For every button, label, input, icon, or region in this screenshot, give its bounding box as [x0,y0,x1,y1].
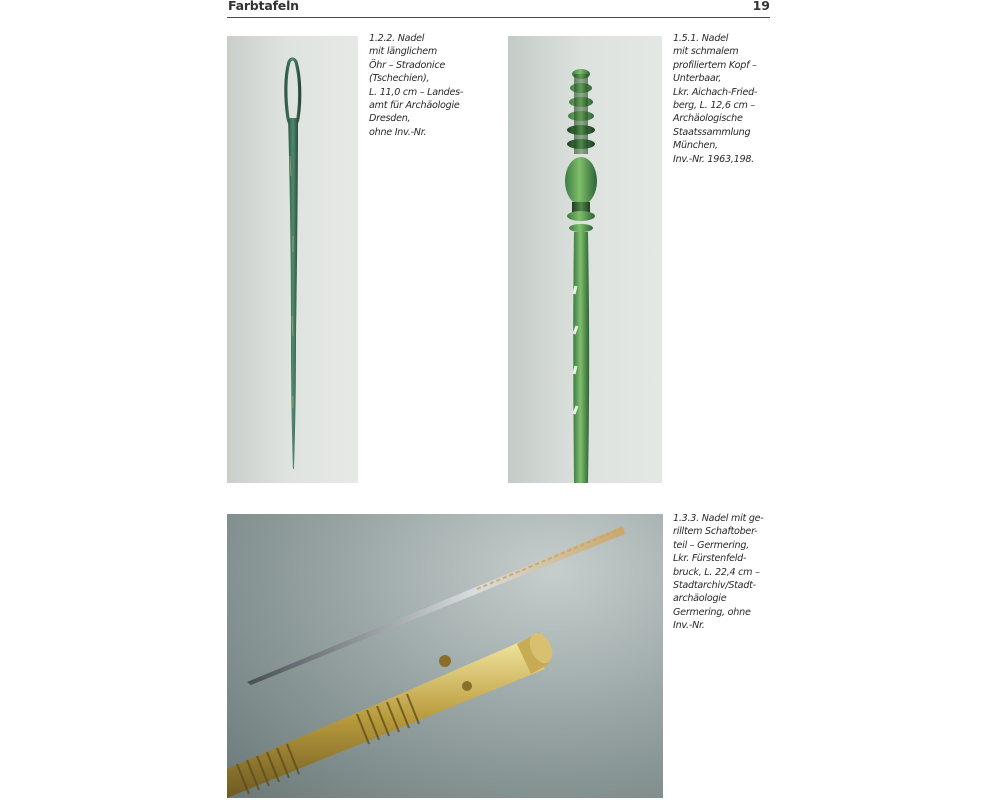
caption-line: teil – Germering, [673,539,749,551]
caption-line: archäologie [673,593,727,605]
caption-line: Germering, ohne [673,606,751,618]
caption-line: Lkr. Fürstenfeld- [673,553,747,565]
caption-line: L. 11,0 cm – Landes- [369,86,464,98]
caption-plate-1-3-3 [673,512,764,633]
caption-plate-1-5-1 [673,32,757,166]
photo-needle-profiled-head [508,36,662,483]
caption-line: profiliertem Kopf – [673,59,757,71]
needle-grooved-shaft-illustration [227,514,663,798]
caption-line: mit schmalem [673,46,739,58]
caption-plate-1-2-2 [369,32,463,139]
caption-line: Öhr – Stradonice [369,59,446,71]
caption-line: Dresden, [369,113,411,125]
photo-needle-grooved-shaft [227,514,663,798]
caption-line: Inv.-Nr. 1963,198. [673,153,754,165]
caption-line: 1.3.3. Nadel mit ge- [673,513,764,524]
caption-line: amt für Archäologie [369,100,460,112]
caption-line: Inv.-Nr. [673,620,705,632]
caption-line: (Tschechien), [369,73,430,85]
caption-line: 1.5.1. Nadel [673,33,729,44]
caption-line: mit länglichem [369,46,437,58]
header-rule [227,17,770,18]
running-header-title: Farbtafeln [228,0,299,13]
needle-with-eye-illustration [227,36,358,483]
caption-line: ohne Inv.-Nr. [369,126,427,138]
caption-line: Staatssammlung [673,126,751,138]
caption-line: 1.2.2. Nadel [369,33,425,44]
caption-line: Archäologische [673,113,743,125]
caption-line: Stadtarchiv/Stadt- [673,580,756,592]
page-number: 19 [752,0,770,13]
caption-line: München, [673,140,718,152]
caption-line: bruck, L. 22,4 cm – [673,566,760,578]
caption-line: Lkr. Aichach-Fried- [673,86,758,98]
caption-line: berg, L. 12,6 cm – [673,100,755,112]
photo-needle-with-eye [227,36,358,483]
needle-profiled-head-illustration [508,36,662,483]
caption-line: Unterbaar, [673,73,722,85]
caption-line: rilltem Schaftober- [673,526,758,538]
